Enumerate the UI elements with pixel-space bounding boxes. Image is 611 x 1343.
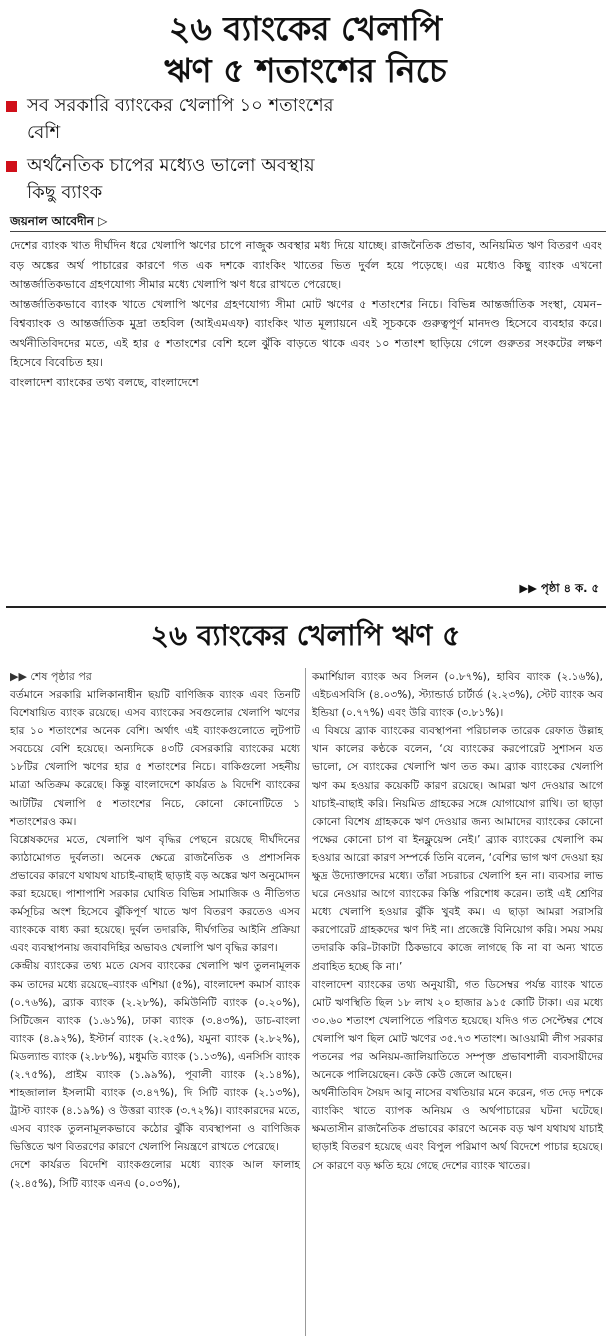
paragraph: বর্তমানে সরকারি মালিকানাধীন ছয়টি বাণিজিক ব্যাংক এবং তিনটি বিশেষায়িত ব্যাংক রয়েছে। এসব ব্যাংকের সবগুলোর খেলাপি ঋণের হার ১০ শতাংশের অনেক বেশি। অর্থাৎ এই ব্যাংকগুলোতে লুটপাট সবচেয়ে বেশি হয়েছে। অন্যদিকে ৪৩টি বেসরকারি ব্যাংকের মধ্যে ১৮টির খেলাপি ঋণের হার ৫ শতাংশের নিচে। বাকিগুলো সহনীয় মাত্রা অতিক্রম করেছে। কিন্তু বাংলাদেশে কার্যরত ৯ বিদেশি ব্যাংকের আটটির খেলাপি ৫ শতাংশের নিচে, কোনো কোনোটিতে ১ শতাংশেরও কম। [10,689,300,828]
bullet-text: অর্থনৈতিক চাপের মধ্যেও ভালো অবস্থায় কিছু ব্যাংক [27,155,315,203]
paragraph: দেশের ব্যাংক খাত দীর্ঘদিন ধরে খেলাপি ঋণের চাপে নাজুক অবস্থার মধ্য দিয়ে যাচ্ছে। রাজনৈতিক প্রভাব, অনিয়মিত ঋণ বিতরণ এবং বড় অঙ্কের অর্থ পাচারের কারণে গত এক দশকে ব্যাংকিং খাতের ভিত দুর্বল হয়ে পড়েছে। এর মধ্যেও কিছু ব্যাংক এখনো আন্তর্জাতিকভাবে গ্রহণযোগ্য সীমার মধ্যে খেলাপি ঋণ ধরে রাখতে পেরেছে। [10,239,602,291]
author-byline: জয়নাল আবেদীন ▷ [10,214,108,228]
paragraph: অর্থনীতিবিদ সৈয়দ আবু নাসের বখতিয়ার মনে করেন, গত দেড় দশকে ব্যাংকিং খাতে ব্যাপক অনিয়ম ও অর্থপাচারের ঘটনা ঘটেছে। ক্ষমতাসীন রাজনৈতিক প্রভাবের কারণে অনেক বড় ঋণ যথাযথ যাচাই ছাড়াই বিতরণ হয়েছে এবং বিপুল পরিমাণ অর্থ বিদেশে পাচার হয়েছে। সে কারণে বড় ক্ষতি হয়ে গেছে দেশের ব্যাংক খাতের। [312,1087,603,1172]
right-column [312,668,603,1175]
paragraph: কেন্দ্রীয় ব্যাংকের তথ্য মতে যেসব ব্যাংকের খেলাপি ঋণ তুলনামূলক কম তাদের মধ্যে রয়েছে–ব্যাংক এশিয়া (৫%), বাংলাদেশ কমার্স ব্যাংক (০.৭৬%), ব্র্যাক ব্যাংক (২.২৮%), কমিউনিটি ব্যাংক (০.২০%), সিটিজেন ব্যাংক (১.৬১%), ঢাকা ব্যাংক (৩.৪৩%), ডাচ-বাংলা ব্যাংক (৪.৯২%), ইস্টার্ন ব্যাংক (২.২৫%), যমুনা ব্যাংক (২.৮২%), মিডল্যান্ড ব্যাংক (২.৮৮%), মধুমতি ব্যাংক (১.১৩%), এনসিসি ব্যাংক (২.৭৫%), প্রাইম ব্যাংক (১.৯৯%), পূবালী ব্যাংক (২.১৪%), শাহজালাল ইসলামী ব্যাংক (৩.৪৭%), দি সিটি ব্যাংক (২.১৩%), ট্রাস্ট ব্যাংক (৪.১৯%) ও উত্তরা ব্যাংক (৩.৭২%)। ব্যাংকারদের মতে, এসব ব্যাংক তুলনামূলকভাবে কঠোর ঝুঁকি ব্যবস্থাপনা ও বাণিজিক ভিত্তিতে ঋণ বিতরণের কারণে খেলাপি নিয়ন্ত্রণে রাখতে পেরেছে। [10,960,300,1154]
left-column [10,686,300,1193]
bullet-item [6,92,346,146]
main-headline-text: ২৬ ব্যাংকের খেলাপি ঋণ ৫ শতাংশের নিচে [164,9,447,90]
bullet-text: সব সরকারি ব্যাংকের খেলাপি ১০ শতাংশের বেশি [27,95,334,143]
lead-story [10,236,602,392]
divider [10,231,606,232]
paragraph: বাংলাদেশ ব্যাংকের তথ্য অনুযায়ী, গত ডিসেম্বর পর্যন্ত ব্যাংক খাতে মোট ঋণস্থিতি ছিল ১৮ লাখ ২০ হাজার ৯১৫ কোটি টাকা। এর মধ্যে ৩০.৬০ শতাংশ খেলাপিতে পরিণত হয়েছে। যদিও গত সেপ্টেম্বর শেষে খেলাপি ঋণ ছিল মোট ঋণের ৩৫.৭৩ শতাংশ। আওয়ামী লীগ সরকার পতনের পর অনিয়ম-জালিয়াতিতে সম্পৃক্ত প্রভাবশালী ব্যবসায়ীদের অনেকে পালিয়েছেন। কেউ কেউ জেলে আছেন। [312,978,603,1082]
red-square-icon [6,101,17,112]
section-divider [6,606,606,608]
subheadline-bullets [6,92,346,212]
paragraph: দেশে কার্যরত বিদেশি ব্যাংকগুলোর মধ্যে ব্যাংক আল ফালাহ (২.৪৫%), সিটি ব্যাংক এনএ (০.০৩%), [10,1159,300,1190]
paragraph: বাংলাদেশ ব্যাংকের তথ্য বলছে, বাংলাদেশে [10,375,199,389]
red-square-icon [6,161,17,172]
continued-from-label: ▶▶ শেষ পৃষ্ঠার পর [10,670,92,683]
paragraph: এ বিষয়ে ব্র্যাক ব্যাংকের ব্যবস্থাপনা পরিচালক তারেক রেফাত উল্লাহ খান কালের কণ্ঠকে বলেন, ‘যে ব্যাংকের করপোরেট সুশাসন যত ভালো, সে ব্যাংকের খেলাপি ঋণ তত কম। ব্র্যাক ব্যাংকের খেলাপি ঋণ কম হওয়ার কয়েকটি কারণ রয়েছে। আমরা ঋণ দেওয়ার আগে যাচাই-বাছাই করি। নিয়মিত গ্রাহকের সঙ্গে যোগাযোগ রাখি। তা ছাড়া কোনো বিশেষ গ্রাহককে ঋণ দেওয়ার জন্য আমাদের ব্যাংকের কোনো পক্ষের কোনো চাপ বা ইনফ্লুয়েন্স নেই।’ ব্র্যাক ব্যাংকের খেলাপি কম হওয়ার আরো কারণ সম্পর্কে তিনি বলেন, ‘বেশির ভাগ ঋণ দেওয়া হয় ক্ষুদ্র উদ্যোক্তাদের মধ্যে। তাঁরা সচরাচর খেলাপি হন না। ব্যবসার লাভ ঘরে নেওয়ার আগে ব্যাংকের কিস্তি পরিশোধ করেন। তাই এই শ্রেণির মধ্যে খেলাপি হওয়ার ঝুঁকি খুবই কম। এ ছাড়া আমরা সরাসরি করপোরেট গ্রাহকদের ঋণ দিই না। প্রজেক্টে বিনিয়োগ করি। সময় সময় তদারকি করি–টাকাটা ঠিকভাবে কাজে লাগছে কি না বা অন্য খাতে প্রবাহিত হচ্ছে কি না।’ [312,725,603,973]
paragraph: বিশ্লেষকদের মতে, খেলাপি ঋণ বৃদ্ধির পেছনে রয়েছে দীর্ঘদিনের ক্যাঠামোগত দুর্বলতা। অনেক ক্ষেত্রে রাজনৈতিক ও প্রশাসনিক প্রভাবের কারণে যথাযথ যাচাই-বাছাই ছাড়াই বড় অঙ্কের ঋণ অনুমোদন করা হয়েছে। পাশাপাশি সরকার ঘোষিত বিভিন্ন সামাজিক ও নীতিগত কর্মসূচির অংশ হিসেবে ঝুঁকিপূর্ণ খাতে ঋণ বিতরণ করতেও এসব ব্যাংককে বাধ্য করা হয়েছে। দুর্বল তদারকি, দীর্ঘগতির আইনি প্রক্রিয়া এবং ব্যবস্থাপনায় জবাবদিহির অভাবও খেলাপি ঋণ বৃদ্ধির কারণ। [10,833,300,955]
paragraph: আন্তর্জাতিকভাবে ব্যাংক খাতে খেলাপি ঋণের গ্রহণযোগ্য সীমা মোট ঋণের ৫ শতাংশের নিচে। বিভিন্ন আন্তর্জাতিক সংস্থা, যেমন–বিশ্বব্যাংক ও আন্তর্জাতিক মুদ্রা তহবিল (আইএমএফ) ব্যাংকিং খাত মূল্যায়নে এই সূচককে গুরুত্বপূর্ণ মানদণ্ড হিসেবে ব্যবহার করে। অর্থনীতিবিদদের মতে, এই হার ৫ শতাংশের বেশি হলে ঝুঁকি বাড়তে থাকে এবং ১০ শতাংশ ছাড়িয়ে গেলে গুরুতর সংকটের লক্ষণ হিসেবে বিবেচিত হয়। [10,297,602,369]
paragraph: কমার্শিয়াল ব্যাংক অব সিলন (০.৮৭%), হাবিব ব্যাংক (২.১৬%), এইচএসবিসি (৪.০৩%), স্ট্যান্ডার্ড চার্টার্ড (২.২৩%), স্টেট ব্যাংক অব ইন্ডিয়া (০.৭৭%) এবং উরি ব্যাংক (৩.৮১%)। [312,671,603,720]
continued-headline: ২৬ ব্যাংকের খেলাপি ঋণ ৫ [150,619,461,652]
main-headline [0,8,611,92]
bullet-item [6,152,346,206]
column-divider [305,668,306,1336]
page-jump[interactable]: ▶▶ পৃষ্ঠা ৪ ক. ৫ [519,581,599,595]
